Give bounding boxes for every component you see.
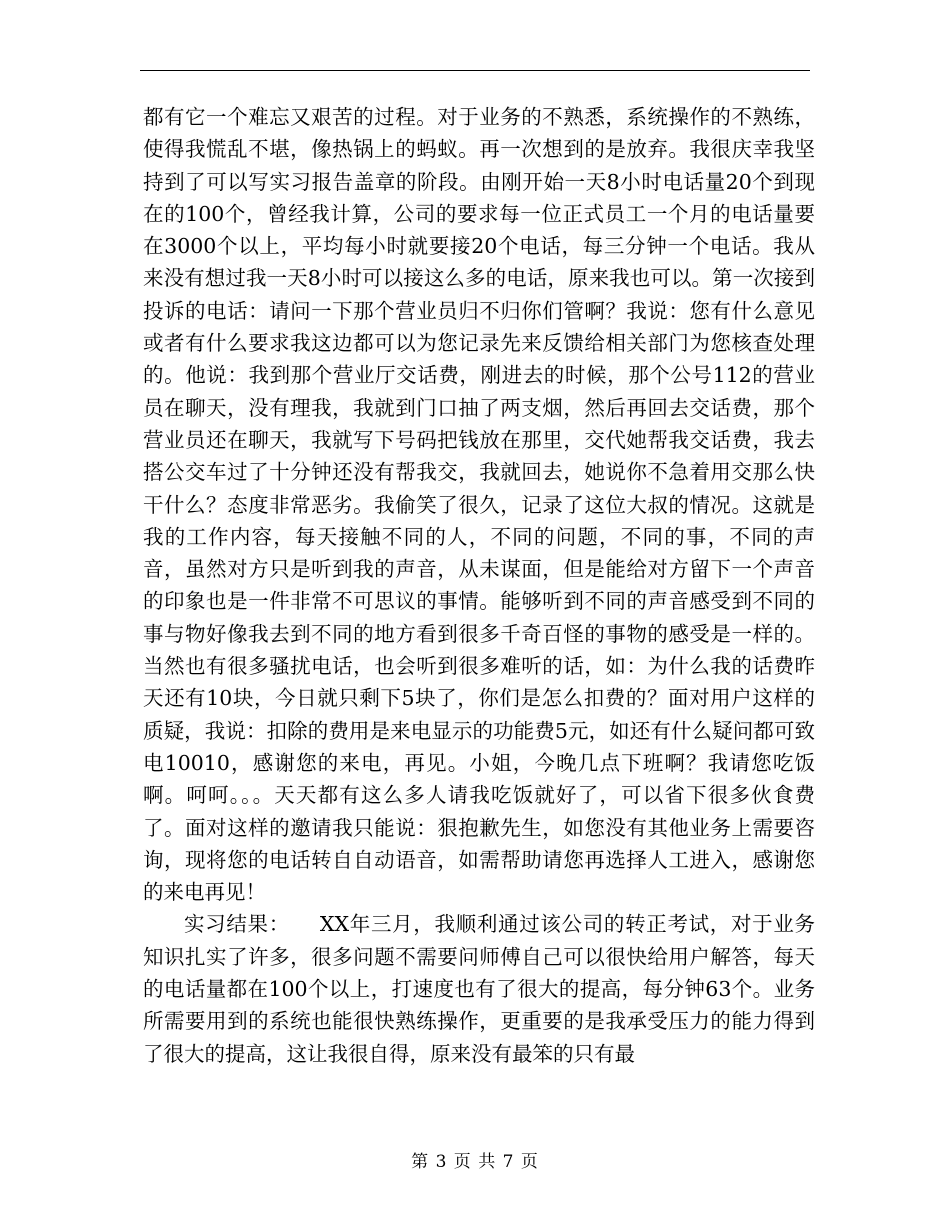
body-paragraph-1: 都有它一个难忘又艰苦的过程。对于业务的不熟悉，系统操作的不熟练，使得我慌乱不堪，像热锅上的蚂蚁。再一次想到的是放弃。我很庆幸我坚持到了可以写实习报告盖章的阶段。由刚开始一天8小时电话量20个到现在的100个，曾经我计算，公司的要求每一位正式员工一个月的电话量要在3000个以上，平均每小时就要接20个电话，每三分钟一个电话。我从来没有想过我一天8小时可以接这么多的电话，原来我也可以。第一次接到投诉的电话：请问一下那个营业员归不归你们管啊？我说：您有什么意见或者有什么要求我这边都可以为您记录先来反馈给相关部门为您核查处理的。他说：我到那个营业厅交话费，刚进去的时候，那个公号112的营业员在聊天，没有理我，我就到门口抽了两支烟，然后再回去交话费，那个营业员还在聊天，我就写下号码把钱放在那里，交代她帮我交话费，我去搭公交车过了十分钟还没有帮我交，我就回去，她说你不急着用交那么快干什么？态度非常恶劣。我偷笑了很久，记录了这位大叔的情况。这就是我的工作内容，每天接触不同的人，不同的问题，不同的事，不同的声音，虽然对方只是听到我的声音，从未谋面，但是能给对方留下一个声音的印象也是一件非常不可思议的事情。能够听到不同的声音感受到不同的事与物好像我去到不同的地方看到很多千奇百怪的事物的感受是一样的。当然也有很多骚扰电话，也会听到很多难听的话，如：为什么我的话费昨天还有10块，今日就只剩下5块了，你们是怎么扣费的？面对用户这样的质疑，我说：扣除的费用是来电显示的功能费5元，如还有什么疑问都可致电10010，感谢您的来电，再见。小姐，今晚几点下班啊？我请您吃饭啊。呵呵。。。天天都有这么多人请我吃饭就好了，可以省下很多伙食费了。面对这样的邀请我只能说：狠抱歉先生，如您没有其他业务上需要咨询，现将您的电话转自自动语音，如需帮助请您再选择人工进入，感谢您的来电再见！ [143, 105, 815, 905]
internship-result-text: XX年三月，我顺利通过该公司的转正考试，对于业务知识扎实了许多，很多问题不需要问师傅自己可以很快给用户解答，每天的电话量都在100个以上，打速度也有了很大的提高，每分钟63个。业务所需要用到的系统也能很快熟练操作，更重要的是我承受压力的能力得到了很大的提高，这让我很自得，原来没有最笨的只有最 [143, 912, 816, 1066]
internship-result-label: 实习结果： [184, 912, 290, 937]
body-paragraph-2 [143, 908, 815, 1069]
page-number-footer: 第 3 页 共 7 页 [411, 1152, 539, 1172]
document-body [143, 101, 815, 1070]
header-rule [140, 70, 810, 71]
